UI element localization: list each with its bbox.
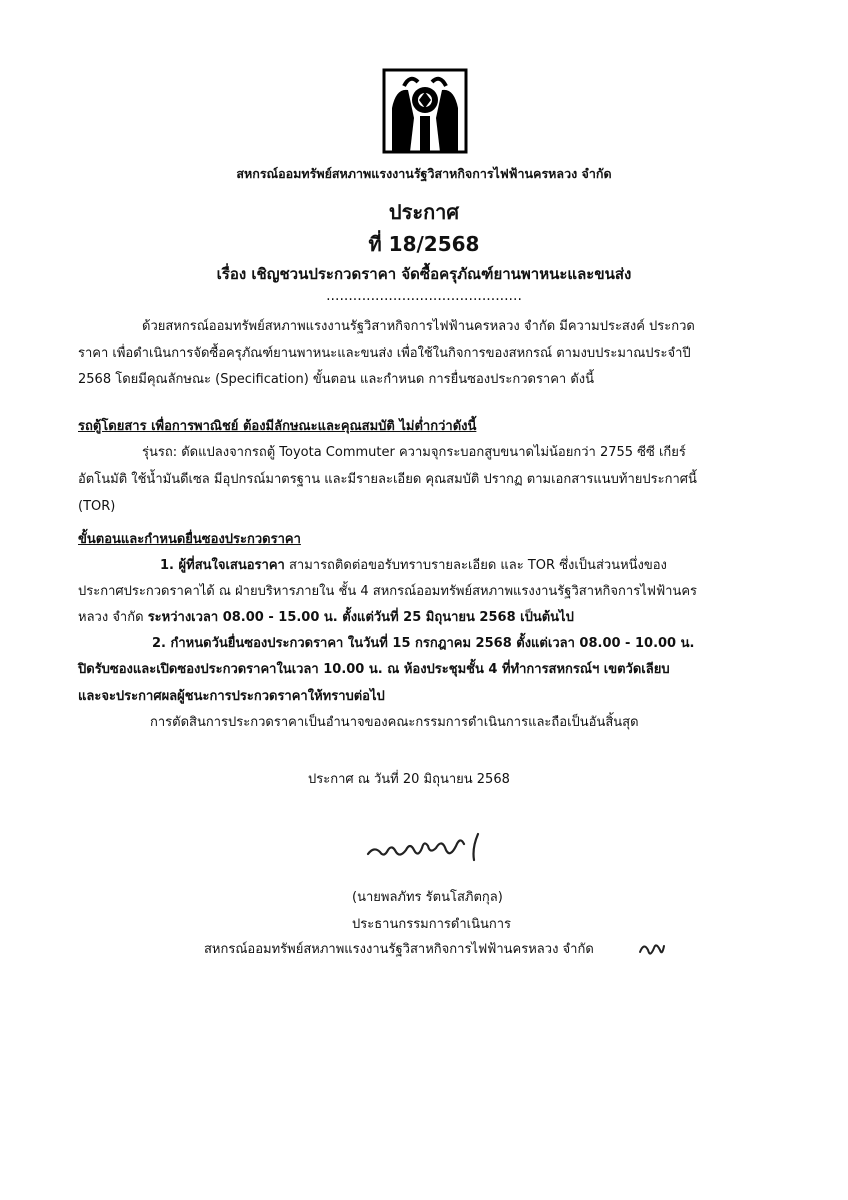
announcement-date: ประกาศ ณ วันที่ 20 มิถุนายน 2568 <box>308 772 510 787</box>
procedure-item-1-rest: สามารถติดต่อขอรับทราบรายละเอียด และ TOR ซึ่งเป็นส่วนหนึ่งของ <box>284 558 667 573</box>
announcement-subject: เรื่อง เชิญชวนประกวดราคา จัดซื้อครุภัณฑ์ยานพาหนะและขนส่ง <box>216 265 632 283</box>
vehicle-heading: รถตู้โดยสาร เพื่อการพาณิชย์ ต้องมีลักษณะและคุณสมบัติ ไม่ต่ำกว่าดังนี้ <box>78 419 477 434</box>
intro-line-1: ด้วยสหกรณ์ออมทรัพย์สหภาพแรงงานรัฐวิสาหกิจการไฟฟ้านครหลวง จำกัด มีความประสงค์ ประกวด <box>142 319 695 334</box>
procedure-item-1-line-2: ประกาศประกวดราคาได้ ณ ฝ่ายบริหารภายใน ชั้น 4 สหกรณ์ออมทรัพย์สหภาพแรงงานรัฐวิสาหกิจการไฟฟ้านคร <box>78 584 698 599</box>
vehicle-line-1: รุ่นรถ: ดัดแปลงจากรถตู้ Toyota Commuter ความจุกระบอกสูบขนาดไม่น้อยกว่า 2755 ซีซี เกียร์ <box>142 445 686 460</box>
vehicle-line-3: (TOR) <box>78 499 116 514</box>
announcement-title: ประกาศ <box>388 200 460 224</box>
handwritten-signature-icon <box>360 828 500 868</box>
cooperative-emblem-icon <box>382 68 468 154</box>
procedure-item-1-lead: 1. ผู้ที่สนใจเสนอราคา <box>160 558 285 573</box>
organization-name: สหกรณ์ออมทรัพย์สหภาพแรงงานรัฐวิสาหกิจการไฟฟ้านครหลวง จำกัด <box>236 166 612 181</box>
vehicle-line-2: อัตโนมัติ ใช้น้ำมันดีเซล มีอุปกรณ์มาตรฐาน และมีรายละเอียด คุณสมบัติ ปรากฏ ตามเอกสารแนบท้ายประกาศนี้ <box>78 472 697 487</box>
announcement-number: ที่ 18/2568 <box>368 232 480 256</box>
procedure-item-2-line-1: 2. กำหนดวันยื่นซองประกวดราคา ในวันที่ 15 กรกฎาคม 2568 ตั้งแต่เวลา 08.00 - 10.00 น. <box>152 636 695 651</box>
signer-organization: สหกรณ์ออมทรัพย์สหภาพแรงงานรัฐวิสาหกิจการไฟฟ้านครหลวง จำกัด <box>204 942 594 957</box>
procedure-heading: ขั้นตอนและกำหนดยื่นซองประกวดราคา <box>78 532 301 547</box>
signer-position: ประธานกรรมการดำเนินการ <box>352 917 512 932</box>
closing-statement: การตัดสินการประกวดราคาเป็นอำนาจของคณะกรรมการดำเนินการและถือเป็นอันสิ้นสุด <box>150 715 639 730</box>
intro-line-3: 2568 โดยมีคุณลักษณะ (Specification) ขั้นตอน และกำหนด การยื่นซองประกวดราคา ดังนี้ <box>78 372 595 387</box>
procedure-item-1-line-3-bold: ระหว่างเวลา 08.00 - 15.00 น. ตั้งแต่วันที่ 25 มิถุนายน 2568 เป็นต้นไป <box>147 610 574 625</box>
separator: ............................................ <box>326 288 522 304</box>
handwritten-initial-icon <box>636 936 666 962</box>
procedure-item-1-line-3 <box>78 609 574 627</box>
procedure-item-2-line-2: ปิดรับซองและเปิดซองประกวดราคาในเวลา 10.00 น. ณ ห้องประชุมชั้น 4 ที่ทำการสหกรณ์ฯ เขตวัดเลียบ <box>78 662 670 677</box>
procedure-item-2-line-3: และจะประกาศผลผู้ชนะการประกวดราคาให้ทราบต่อไป <box>78 689 385 704</box>
intro-line-2: ราคา เพื่อดำเนินการจัดซื้อครุภัณฑ์ยานพาหนะและขนส่ง เพื่อใช้ในกิจการของสหกรณ์ ตามงบประมาณประจำปี <box>78 346 691 361</box>
procedure-item-1-line-1 <box>160 557 667 575</box>
signer-name: (นายพลภัทร รัตนโสภิตกุล) <box>352 890 503 905</box>
procedure-item-1-line-3-normal: หลวง จำกัด <box>78 610 148 625</box>
